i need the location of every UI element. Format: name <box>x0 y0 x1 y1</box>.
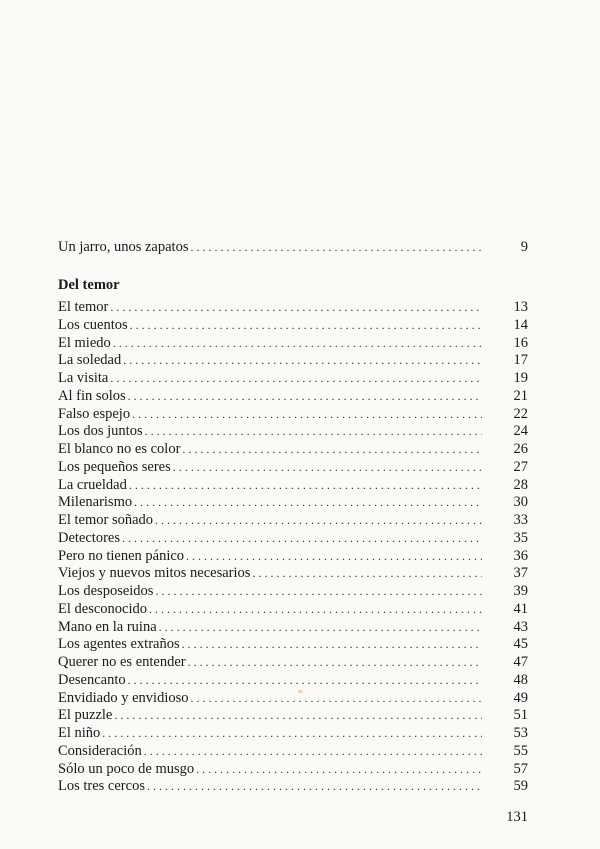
toc-entry <box>58 706 528 724</box>
toc-leader-dots <box>186 547 482 565</box>
toc-leader-dots <box>155 511 482 529</box>
toc-entry-title: Los dos juntos <box>58 423 143 440</box>
toc-leader-dots <box>196 760 482 778</box>
toc-leader-dots <box>134 493 482 511</box>
toc-leader-dots <box>128 387 482 405</box>
toc-entry-title: Los agentes extraños <box>58 636 180 653</box>
toc-entry-title: El blanco no es color <box>58 441 181 457</box>
toc-entry-page: 41 <box>513 600 528 617</box>
toc-entry-title: Mano en la ruina <box>58 618 157 635</box>
toc-entry <box>58 564 528 582</box>
toc-leader-dots <box>144 742 482 760</box>
toc-entry-title: Milenarismo <box>58 494 133 511</box>
toc-entry <box>58 671 528 689</box>
toc-entry-page: 45 <box>513 636 528 653</box>
toc-entry-title: Un jarro, unos zapatos <box>58 239 189 255</box>
toc-entry <box>58 724 528 742</box>
toc-entry-page: 14 <box>513 316 528 333</box>
toc-leader-dots <box>191 689 483 707</box>
toc-entry-title: Querer no es entender <box>58 654 186 670</box>
toc-leader-dots <box>173 458 482 476</box>
toc-entry <box>58 405 528 423</box>
toc-entry <box>58 458 528 476</box>
toc-leader-dots <box>252 564 482 582</box>
toc-entry-title: Los pequeños seres <box>58 458 171 475</box>
toc-entry <box>58 582 528 600</box>
toc-leader-dots <box>128 671 482 689</box>
toc-entry-page: 19 <box>513 370 528 386</box>
toc-entry <box>58 422 528 440</box>
paper-speck <box>298 690 303 693</box>
toc-entry-page: 59 <box>513 778 528 795</box>
toc-entry-page: 30 <box>513 494 528 511</box>
toc-entry-page: 24 <box>513 423 528 440</box>
toc-entry <box>58 387 528 405</box>
toc-entry-title: Viejos y nuevos mitos necesarios <box>58 565 251 582</box>
toc-leader-dots <box>102 724 482 742</box>
toc-leader-dots <box>149 600 482 618</box>
toc-entry <box>58 742 528 760</box>
toc-entry-page: 27 <box>513 458 528 475</box>
toc-leader-dots <box>182 440 482 458</box>
toc-entry <box>58 600 528 618</box>
toc-entry <box>58 635 528 653</box>
toc-entry-title: Los desposeidos <box>58 583 154 599</box>
toc-entry <box>58 618 528 636</box>
toc-leader-dots <box>147 777 482 795</box>
toc-leader-dots <box>130 316 482 334</box>
toc-leader-dots <box>110 369 482 387</box>
toc-entry <box>58 369 528 387</box>
toc-entry-page: 33 <box>513 512 528 528</box>
section-heading: Del temor <box>58 277 120 293</box>
toc-entry-title: Los cuentos <box>58 316 128 333</box>
toc-entry-title: El temor soñado <box>58 512 154 528</box>
toc-entry-page: 28 <box>513 476 528 493</box>
toc-entry-page: 51 <box>513 707 528 724</box>
toc-entry-title: Al fin solos <box>58 387 126 404</box>
toc-leader-dots <box>182 635 482 653</box>
toc-entry-page: 13 <box>513 299 528 315</box>
toc-entry-page: 53 <box>513 725 528 741</box>
toc-entry-page: 48 <box>513 671 528 688</box>
toc-entry <box>58 689 528 707</box>
toc-entry-title: Envidiado y envidioso <box>58 689 189 706</box>
toc-entry-title: Los tres cercos <box>58 778 145 795</box>
toc-entry-page: 39 <box>513 583 528 599</box>
toc-leader-dots <box>155 582 482 600</box>
toc-entry <box>58 547 528 565</box>
toc-leader-dots <box>122 529 482 547</box>
toc-entry-intro <box>58 238 528 256</box>
toc-leader-dots <box>129 476 482 494</box>
toc-entry-page: 49 <box>513 689 528 706</box>
toc-entry-title: Falso espejo <box>58 405 131 422</box>
toc-entry-title: La visita <box>58 370 109 386</box>
toc-entry-title: Sólo un poco de musgo <box>58 760 195 777</box>
toc-entry <box>58 653 528 671</box>
toc-entry-title: Desencanto <box>58 671 126 688</box>
toc-entry-page: 9 <box>520 239 528 255</box>
toc-entry-title: El puzzle <box>58 707 113 724</box>
toc-entry-title: El miedo <box>58 334 111 351</box>
toc-entry-page: 55 <box>513 742 528 759</box>
toc-entry-page: 35 <box>513 529 528 546</box>
toc-entry-page: 22 <box>513 405 528 422</box>
toc-leader-dots <box>123 351 482 369</box>
toc-leader-dots <box>110 298 482 316</box>
toc-entry <box>58 298 528 316</box>
toc-entry-page: 26 <box>513 441 528 457</box>
toc-entry-title: Detectores <box>58 529 120 546</box>
toc-entry <box>58 777 528 795</box>
toc-entry-title: El niño <box>58 725 101 741</box>
toc-entry-title: El temor <box>58 299 109 315</box>
toc-entry <box>58 440 528 458</box>
toc-entry <box>58 316 528 334</box>
toc-entry <box>58 760 528 778</box>
toc-entry-page: 36 <box>513 547 528 564</box>
toc-leader-dots <box>113 334 482 352</box>
toc-entry-page: 47 <box>513 654 528 670</box>
toc-entry-title: La crueldad <box>58 476 127 493</box>
toc-entry-page: 37 <box>513 565 528 582</box>
toc-entry-page: 21 <box>513 387 528 404</box>
toc-entry-title: El desconocido <box>58 600 147 617</box>
toc-leader-dots <box>132 405 482 423</box>
toc-entry-title: Consideración <box>58 742 142 759</box>
toc-entry <box>58 529 528 547</box>
toc-entry <box>58 351 528 369</box>
toc-entry-title: Pero no tienen pánico <box>58 547 185 564</box>
toc-entry <box>58 334 528 352</box>
toc-entry <box>58 476 528 494</box>
toc-entry-page: 57 <box>513 760 528 777</box>
toc-leader-dots <box>188 653 482 671</box>
toc-entry-page: 43 <box>513 618 528 635</box>
toc-leader-dots <box>190 238 482 256</box>
toc-leader-dots <box>145 422 482 440</box>
toc-entry <box>58 493 528 511</box>
toc-leader-dots <box>159 618 482 636</box>
toc-entry <box>58 511 528 529</box>
toc-entry-title: La soledad <box>58 352 122 369</box>
toc-entry-page: 16 <box>513 334 528 351</box>
page-number: 131 <box>506 809 528 825</box>
toc-entry-page: 17 <box>513 352 528 369</box>
toc-leader-dots <box>114 706 482 724</box>
